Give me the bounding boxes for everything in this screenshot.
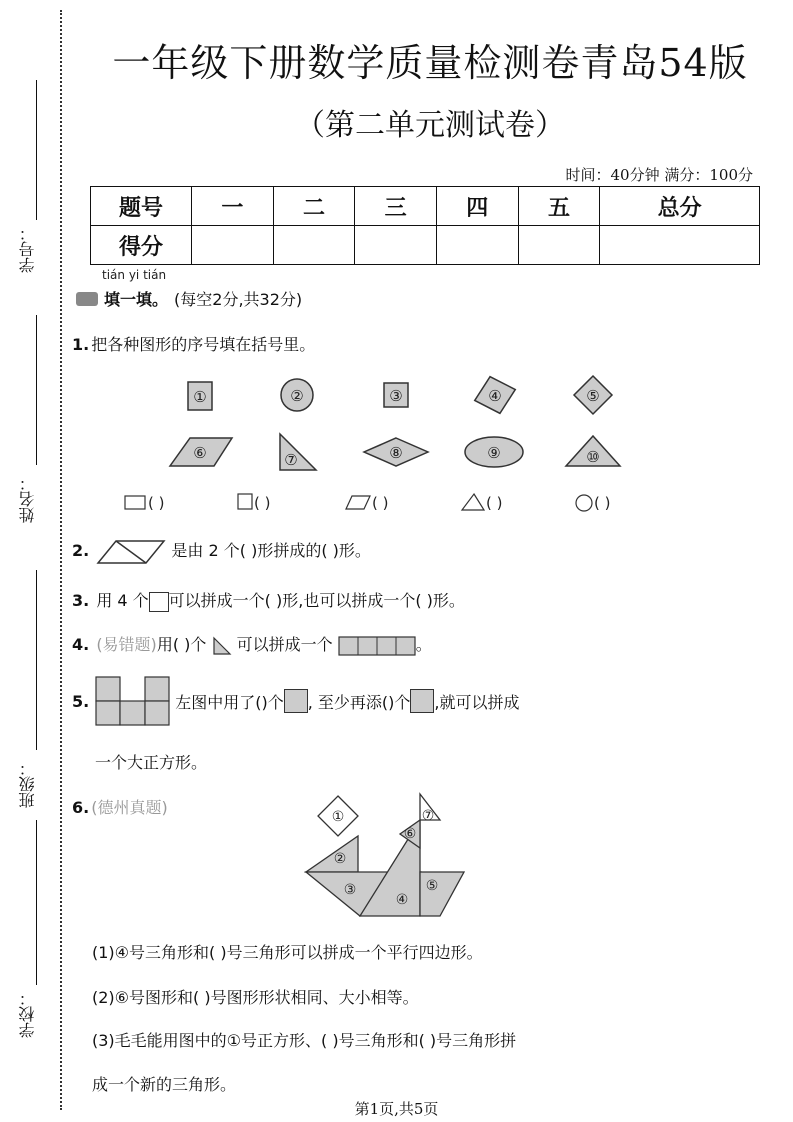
class-label: 班级： — [18, 760, 37, 808]
section-note: (每空2分,共32分) — [174, 290, 303, 309]
square-icon — [284, 689, 308, 713]
question-3 — [72, 588, 465, 612]
shape-number: ⑩ — [586, 448, 600, 466]
row-label-cell: 得分 — [91, 226, 192, 265]
rectangle-strip-icon — [338, 635, 416, 657]
header-cell: 一 — [192, 187, 274, 226]
page-title: 一年级下册数学质量检测卷青岛54版 — [112, 41, 748, 85]
question-text: )个 — [261, 692, 284, 712]
square-icon — [410, 689, 434, 713]
piece-number: ⑤ — [425, 878, 439, 894]
score-cell[interactable] — [436, 226, 518, 265]
answer-paren: ( ) — [372, 494, 389, 512]
section-number-badge — [76, 292, 98, 306]
question-text: )形。 — [421, 591, 465, 610]
partial-square-figure — [95, 676, 171, 726]
shape-number: ⑧ — [389, 444, 403, 462]
question-number: 2. — [72, 541, 90, 560]
header-cell: 二 — [273, 187, 355, 226]
section-title: 填一填。 — [104, 290, 169, 309]
header-cell: 题号 — [91, 187, 192, 226]
header-cell: 三 — [355, 187, 437, 226]
shape-number: ⑤ — [586, 387, 600, 405]
header-cell: 四 — [436, 187, 518, 226]
piece-number: ⑥ — [403, 826, 417, 842]
score-cell[interactable] — [192, 226, 274, 265]
score-cell[interactable] — [355, 226, 437, 265]
piece-number: ⑦ — [421, 808, 435, 824]
question-text: 用 4 个 — [96, 591, 149, 610]
question-number: 4. — [72, 635, 90, 654]
circle-icon — [576, 495, 592, 511]
question-text: 把各种图形的序号填在括号里。 — [91, 335, 316, 354]
question-5 — [72, 676, 519, 726]
question-text: )形拼成的( — [246, 541, 328, 560]
header-cell: 总分 — [600, 187, 760, 226]
shape-number: ① — [193, 388, 207, 406]
class-line — [36, 570, 37, 750]
question-text: , 至少再添( — [307, 692, 389, 712]
triangle-icon — [462, 494, 484, 510]
student-id-line — [36, 80, 37, 220]
shape-number: ② — [290, 387, 304, 405]
header-cell: 五 — [518, 187, 600, 226]
shape-number: ⑦ — [284, 451, 298, 469]
name-line — [36, 315, 37, 465]
right-triangle-icon — [212, 636, 232, 656]
piece-number: ④ — [395, 892, 409, 908]
question-6 — [72, 795, 168, 818]
question-text: 用( — [156, 635, 180, 654]
question-number: 1. — [72, 335, 90, 354]
question-text: 是由 2 个( — [171, 541, 247, 560]
piece-number: ① — [331, 809, 345, 825]
square-icon — [149, 592, 169, 612]
name-label: 姓名： — [18, 475, 37, 523]
student-id-label: 学号： — [18, 225, 37, 273]
tangram-boat-figure — [300, 790, 470, 920]
question-number: 5. — [72, 691, 90, 711]
question-6-part-1: (1)④号三角形和( )号三角形可以拼成一个平行四边形。 — [92, 943, 483, 962]
question-text: )个 — [388, 692, 411, 712]
question-text: )形,也可以拼成一个( — [270, 591, 422, 610]
score-table-score-row — [91, 226, 760, 265]
parallelogram-icon — [346, 496, 370, 509]
answer-paren: ( ) — [594, 494, 611, 512]
question-5-line2: 一个大正方形。 — [95, 753, 208, 772]
exam-info: 时间：40分钟 满分：100分 — [565, 166, 753, 184]
square-icon — [238, 494, 252, 509]
question-text: )形。 — [327, 541, 371, 560]
school-label: 学校： — [18, 990, 37, 1038]
page-footer: 第1页,共5页 — [354, 1100, 439, 1118]
question-6-part-3-line2: 成一个新的三角形。 — [92, 1075, 237, 1094]
question-text: 左图中用了( — [175, 692, 262, 712]
question-number: 3. — [72, 591, 90, 610]
binding-dotted-line — [60, 10, 62, 1110]
parallelogram-split-icon — [96, 539, 166, 565]
score-cell[interactable] — [600, 226, 760, 265]
question-6-part-2: (2)⑥号图形和( )号图形形状相同、大小相等。 — [92, 988, 419, 1007]
question-tag: (易错题) — [96, 635, 157, 654]
shape-number: ③ — [389, 387, 403, 405]
school-line — [36, 820, 37, 985]
piece-number: ③ — [343, 882, 357, 898]
question-text: 。 — [415, 635, 432, 654]
question-text: )个 — [179, 635, 207, 654]
question-text: 可以拼成一个( — [168, 591, 271, 610]
question-number: 6. — [72, 798, 90, 817]
question-4 — [72, 632, 432, 657]
score-cell[interactable] — [273, 226, 355, 265]
question-text: ,就可以拼成 — [434, 692, 520, 712]
page-subtitle: （第二单元测试卷） — [295, 108, 565, 143]
q1-shapes-figure — [150, 370, 650, 520]
rectangle-icon — [125, 496, 145, 509]
question-1 — [72, 332, 315, 355]
answer-paren: ( ) — [148, 494, 165, 512]
shape-number: ⑨ — [487, 444, 501, 462]
question-text: 可以拼成一个 — [236, 635, 333, 654]
score-table-header-row — [91, 187, 760, 226]
piece-number: ② — [333, 851, 347, 867]
answer-paren: ( ) — [254, 494, 271, 512]
shape-number: ⑥ — [193, 444, 207, 462]
score-cell[interactable] — [518, 226, 600, 265]
score-table — [90, 186, 760, 265]
question-tag: (德州真题) — [91, 798, 168, 817]
section-heading — [76, 287, 302, 310]
answer-paren: ( ) — [486, 494, 503, 512]
shape-number: ④ — [488, 387, 502, 405]
section-pinyin: tián yi tián — [102, 268, 167, 282]
question-2 — [72, 538, 371, 565]
piece-2-triangle — [306, 836, 358, 872]
question-6-part-3: (3)毛毛能用图中的①号正方形、( )号三角形和( )号三角形拼 — [92, 1031, 517, 1050]
